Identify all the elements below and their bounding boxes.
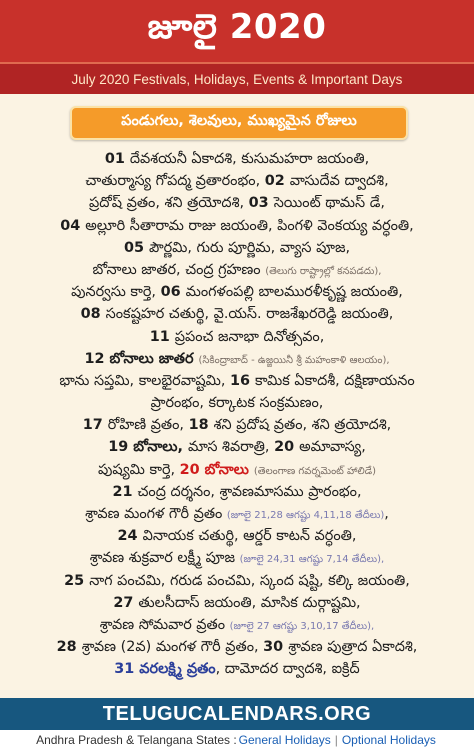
event-text: 20 బోనాలు: [179, 461, 254, 478]
event-text: (తెలంగాణ గవర్నమెంట్ హాలిడే): [253, 465, 377, 477]
event-line: [8, 170, 466, 192]
event-date: 21: [112, 483, 138, 500]
event-date: 28: [56, 639, 82, 656]
event-text: (తెలుగు రాష్ట్రాల్లో కనపడదు),: [265, 265, 382, 277]
event-list: [8, 148, 466, 681]
event-text: , దామోదర ద్వాదశి, ఐక్రిద్: [215, 661, 360, 678]
site-name: TELUGUCALENDARS.ORG: [102, 702, 372, 725]
event-line: [8, 326, 466, 348]
event-text: నాగ పంచమి, గరుడ పంచమి, స్కంద షష్టి, కల్కి జయంతి,: [89, 572, 410, 589]
events-panel: [0, 94, 474, 698]
event-text: పునర్వసు కార్తె,: [71, 284, 161, 301]
event-line: [8, 237, 466, 259]
event-text: ప్రదోష్ వ్రతం, శని త్రయోదశి,: [89, 195, 249, 212]
event-text: కామిక ఏకాదశీ, దక్షిణాయనం: [255, 372, 415, 389]
footer-separator: |: [334, 733, 338, 747]
event-text: ప్రపంచ జనాభా దినోత్సవం,: [174, 328, 325, 345]
event-date: 06: [160, 284, 186, 301]
event-text: శ్రావణ (2వ) మంగళ గౌరీ వ్రతం,: [81, 639, 264, 656]
event-text: చంద్ర దర్శనం, శ్రావణమాసము ప్రారంభం,: [137, 483, 362, 500]
event-line: [8, 370, 466, 392]
event-line: [8, 614, 466, 636]
event-line: [8, 503, 466, 525]
page-subtitle-text: July 2020 Festivals, Holidays, Events & Important Days: [71, 71, 403, 87]
event-text: పుష్యమి కార్తె,: [97, 461, 180, 478]
event-date: 17: [82, 417, 108, 434]
event-date: 25: [64, 572, 90, 589]
event-line: [8, 658, 466, 680]
page-subtitle: [0, 62, 474, 94]
event-line: [8, 636, 466, 658]
event-text: శ్రావణ సోమవార వ్రతం: [99, 616, 230, 633]
footer-links: [0, 730, 474, 750]
event-date: 04: [60, 217, 86, 234]
footer-prefix: Andhra Pradesh & Telangana States :: [36, 733, 237, 747]
event-date: 18: [188, 417, 214, 434]
event-text: అల్లూరి సీతారామ రాజు జయంతి, పింగళి వెంకయ్య వర్ధంతి,: [85, 217, 414, 234]
event-date: 20: [274, 439, 300, 456]
event-text: పౌర్ణమి, గురు పూర్ణిమ, వ్యాస పూజ,: [149, 239, 351, 256]
event-date: 02: [264, 173, 290, 190]
event-text: రోహిణి వ్రతం,: [107, 417, 189, 434]
event-date: 08: [80, 306, 106, 323]
event-date: 03: [248, 195, 274, 212]
event-date: 24: [117, 528, 143, 545]
event-text: తులసీదాస్ జయంతి, మాసిక దుర్గాష్టమి,: [138, 594, 361, 611]
event-line: [8, 525, 466, 547]
event-text: (జూలై 27 ఆగష్టు 3,10,17 తేదీలు),: [229, 620, 375, 632]
event-date: 16: [229, 372, 256, 389]
event-text: భాను సప్తమి, కాలభైరవాష్టమి,: [59, 372, 230, 389]
event-line: [8, 592, 466, 614]
event-line: [8, 392, 466, 414]
event-date: 12 బోనాలు జాతర: [84, 350, 199, 367]
event-line: [8, 481, 466, 503]
event-line: [8, 192, 466, 214]
page-title: [0, 0, 474, 62]
event-line: [8, 259, 466, 281]
event-line: [8, 436, 466, 458]
event-line: [8, 303, 466, 325]
event-date: 30: [263, 639, 289, 656]
event-text: మాస శివరాత్రి,: [187, 439, 275, 456]
event-line: [8, 414, 466, 436]
general-holidays-link[interactable]: General Holidays: [238, 733, 331, 747]
event-text: బోనాలు జాతర, చంద్ర గ్రహణం: [92, 261, 266, 278]
event-date: 01: [104, 151, 130, 167]
event-text: శని ప్రదోష వ్రతం, శని త్రయోదశి,: [213, 417, 392, 434]
event-text: శ్రావణ పుత్రాద ఏకాదశి,: [288, 639, 418, 656]
optional-holidays-link[interactable]: Optional Holidays: [341, 733, 436, 747]
event-text: (జూలై 21,28 ఆగష్టు 4,11,18 తేదీలు): [226, 510, 385, 521]
event-text: 31 వరలక్ష్మి వ్రతం: [114, 661, 216, 678]
event-line: [8, 570, 466, 592]
event-text: ప్రారంభం, కర్కాటక సంక్రమణం,: [150, 395, 324, 412]
event-line: [8, 148, 466, 170]
event-line: [8, 281, 466, 303]
section-heading: [70, 106, 408, 140]
event-line: [8, 459, 466, 481]
event-text: (సికింద్రాబాద్ - ఉజ్జయినీ శ్రీ మహంకాళి ఆలయం),: [198, 354, 390, 366]
event-text: ,: [384, 506, 389, 522]
event-text: సంకష్టహర చతుర్థి, వై.యస్. రాజశేఖరరెడ్డి జయంతి,: [105, 306, 394, 323]
event-line: [8, 215, 466, 237]
event-text: అమావాస్య,: [299, 439, 366, 456]
site-banner[interactable]: [0, 698, 474, 730]
event-date: 05: [123, 239, 149, 256]
event-text: మంగళంపల్లి బాలమురళీకృష్ణ జయంతి,: [185, 284, 403, 301]
page-title-text: జూలై 2020: [147, 7, 327, 47]
event-text: వినాయక చతుర్థి, ఆర్డర్ కాటన్ వర్ధంతి,: [142, 528, 357, 545]
event-text: శ్రావణ మంగళ గౌరీ వ్రతం: [85, 506, 227, 522]
event-text: వాసుదేవ ద్వాదశి,: [289, 173, 389, 190]
event-text: (జూలై 24,31 ఆగష్టు 7,14 తేదీలు),: [239, 554, 385, 566]
event-text: శ్రావణ శుక్రవార లక్ష్మీ పూజ: [89, 550, 240, 567]
section-heading-text: పండుగలు, శెలవులు, ముఖ్యమైన రోజులు: [121, 113, 357, 129]
event-text: సెయింట్ థామస్ డే,: [273, 195, 385, 212]
event-text: చాతుర్మాస్య గోపద్మ వ్రతారంభం,: [85, 173, 265, 190]
event-line: [8, 348, 466, 370]
event-line: [8, 547, 466, 569]
event-text: దేవశయనీ ఏకాదశి, కుసుమహరా జయంతి,: [129, 151, 370, 167]
event-date: 27: [113, 594, 139, 611]
event-date: 19 బోనాలు,: [108, 439, 188, 456]
event-date: 11: [149, 328, 175, 345]
